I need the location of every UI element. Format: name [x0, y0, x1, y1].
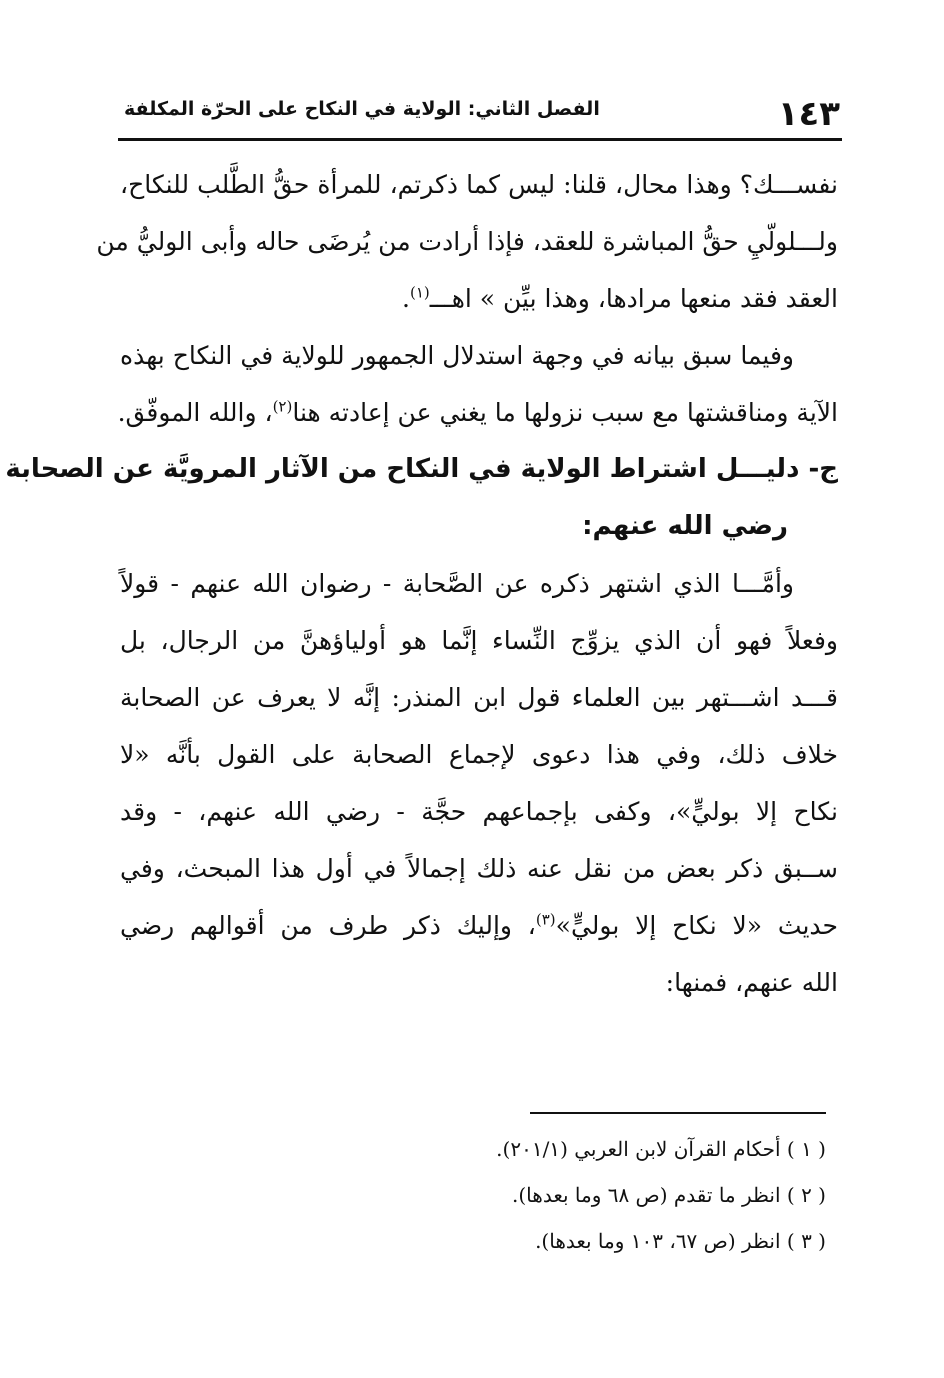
footnote: ( ١ ) أحكام القرآن لابن العربي (٢٠١/١). [496, 1137, 826, 1161]
header-rule [118, 138, 842, 141]
text-run: حديث «لا نكاح إلا بوليٍّ» [555, 911, 838, 940]
text-run: . [402, 284, 410, 313]
footnotes [300, 1126, 826, 1264]
footnote-ref: (٢) [272, 397, 293, 416]
text-line: ســبق ذكر بعض من نقل عنه ذلك إجمالاً في أول هذا المبحث، وفي [120, 854, 838, 883]
section-heading: ج- دليـــل اشتراط الولاية في النكاح من الآثار المرويَّة عن الصحابة [5, 454, 838, 484]
text-line [120, 270, 838, 327]
running-title: الفصل الثاني: الولاية في النكاح على الحرّة المكلفة [124, 98, 600, 120]
text-line: قـــد اشـــتهر بين العلماء قول ابن المنذر: إنَّه لا يعرف عن الصحابة [120, 683, 838, 712]
footnote-separator [530, 1112, 826, 1114]
text-line [117, 384, 838, 441]
text-line: الله عنهم، فمنها: [665, 968, 838, 997]
text-line: وأمَّـــا الذي اشتهر ذكره عن الصَّحابة - رضوان الله عنهم - قولاً [120, 569, 794, 598]
text-line: نكاح إلا بوليٍّ»، وكفى بإجماعهم حجَّة - رضي الله عنهم، - وقد [120, 797, 838, 826]
text-line [120, 897, 838, 954]
text-line: خلاف ذلك، وفي هذا دعوى لإجماع الصحابة على القول بأنَّه «لا [120, 740, 838, 769]
text-run: العقد فقد منعها مرادها، وهذا بيِّن » اهـــ [429, 284, 838, 313]
text-run: ، وإليك ذكر طرف من أقوالهم رضي [120, 911, 536, 940]
footnote-ref: (١) [409, 283, 430, 302]
text-run: الآية ومناقشتها مع سبب نزولها ما يغني عن إعادته هنا [292, 398, 838, 427]
footnote-ref: (٣) [535, 910, 556, 929]
page-number: ١٤٣ [777, 94, 840, 134]
page-header [118, 90, 842, 136]
text-run: ، والله الموفّق. [117, 398, 273, 427]
text-line: نفســـك؟ وهذا محال، قلنا: ليس كما ذكرتم، للمرأة حقُّ الطَّلب للنكاح، [120, 170, 838, 199]
text-line: وفعلاً فهو أن الذي يزوِّج النِّساء إنَّما هو أولياؤهنَّ من الرجال، بل [120, 626, 838, 655]
text-line: ولـــلولّيِ حقُّ المباشرة للعقد، فإذا أرادت من يُرضَى حاله وأبى الوليُّ من [96, 227, 838, 256]
text-line: وفيما سبق بيانه في وجهة استدلال الجمهور للولاية في النكاح بهذه [120, 341, 794, 370]
body-text [5, 156, 838, 1011]
section-heading-continued: رضي الله عنهم: [582, 511, 788, 541]
footnote: ( ٢ ) انظر ما تقدم (ص ٦٨ وما بعدها). [512, 1183, 826, 1207]
footnote: ( ٣ ) انظر (ص ٦٧، ١٠٣ وما بعدها). [535, 1229, 826, 1253]
